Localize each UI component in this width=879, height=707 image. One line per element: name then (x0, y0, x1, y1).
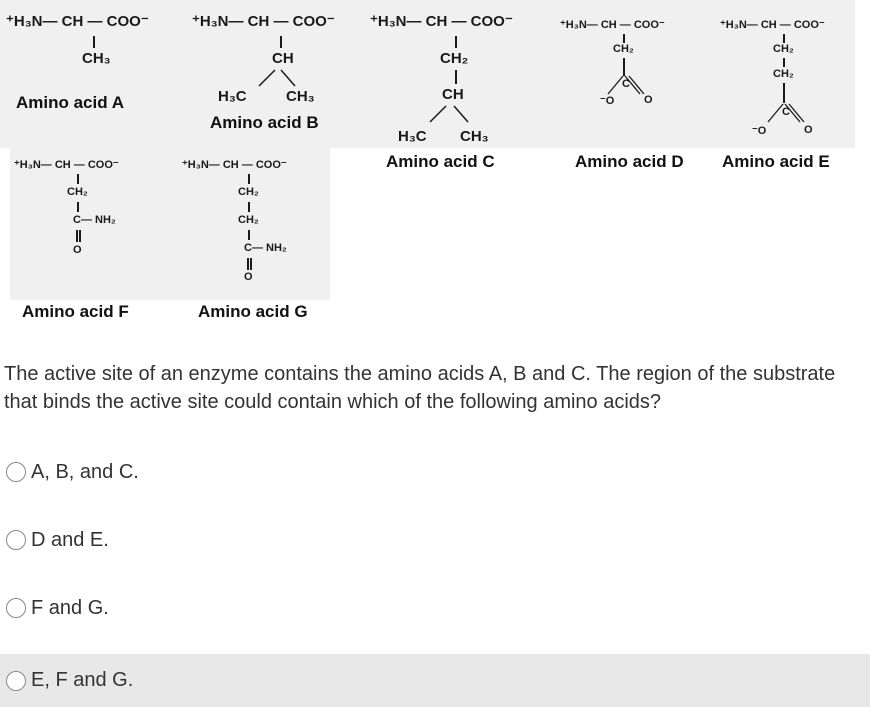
amino-acid-b-side-ch3: CH₃ (286, 88, 315, 105)
amino-acid-b-label: Amino acid B (210, 113, 319, 132)
option-label: F and G. (31, 596, 109, 619)
amino-acid-a-label: Amino acid A (16, 93, 124, 112)
amino-acid-f-amide-c: C— NH₂ (73, 214, 116, 226)
amino-acid-e-label: Amino acid E (722, 152, 830, 171)
amino-acid-e-o-minus: ⁻O (752, 125, 767, 137)
option-d-e[interactable] (0, 519, 870, 561)
amino-acid-c-side-ch: CH (442, 86, 464, 103)
amino-acid-c-side-ch2: CH₂ (440, 50, 469, 67)
option-a-b-c[interactable] (0, 451, 870, 493)
amino-acid-g-side-ch2-1: CH₂ (238, 186, 259, 198)
amino-acid-c-label: Amino acid C (386, 152, 495, 171)
amino-acid-f-label: Amino acid F (22, 302, 129, 321)
option-label: D and E. (31, 528, 109, 551)
option-label: A, B, and C. (31, 460, 139, 483)
amino-acid-g-backbone: ⁺H₃N— CH — COO⁻ (182, 159, 287, 171)
amino-acid-b-side-ch: CH (272, 50, 294, 67)
amino-acid-g-o: O (244, 271, 253, 283)
radio-icon[interactable] (6, 530, 26, 550)
radio-icon[interactable] (6, 598, 26, 618)
amino-acid-c-backbone: ⁺H₃N— CH — COO⁻ (370, 13, 513, 30)
amino-acid-e-backbone: ⁺H₃N— CH — COO⁻ (720, 19, 825, 31)
amino-acid-e-carboxyl-c: C (782, 106, 790, 118)
radio-icon[interactable] (6, 671, 26, 691)
amino-acid-d-carboxyl-c: C (622, 78, 630, 90)
amino-acid-d-label: Amino acid D (575, 152, 684, 171)
amino-acid-g-label: Amino acid G (198, 302, 308, 321)
amino-acid-d-o: O (644, 94, 653, 106)
amino-acid-b-backbone: ⁺H₃N— CH — COO⁻ (192, 13, 335, 30)
amino-acid-f-o: O (73, 244, 82, 256)
amino-acid-g-side-ch2-2: CH₂ (238, 214, 259, 226)
radio-icon[interactable] (6, 462, 26, 482)
amino-acid-f-backbone: ⁺H₃N— CH — COO⁻ (14, 159, 119, 171)
amino-acid-d-side-ch2: CH₂ (613, 43, 634, 55)
amino-acid-g-amide-c: C— NH₂ (244, 242, 287, 254)
amino-acid-a-side-ch3: CH₃ (82, 50, 111, 67)
amino-acid-f-side-ch2: CH₂ (67, 186, 88, 198)
amino-acid-d-o-minus: ⁻O (600, 95, 615, 107)
amino-acid-b-side-h3c: H₃C (218, 88, 247, 105)
amino-acid-e-side-ch2-2: CH₂ (773, 68, 794, 80)
option-f-g[interactable] (0, 587, 870, 629)
question-text: The active site of an enzyme contains the amino acids A, B and C. The region of the substrate that binds the active site could contain which of the following amino acids? (4, 363, 836, 413)
amino-acid-a-backbone: ⁺H₃N— CH — COO⁻ (6, 13, 149, 30)
amino-acid-e-side-ch2-1: CH₂ (773, 43, 794, 55)
amino-acid-c-side-h3c: H₃C (398, 128, 427, 145)
option-e-f-g[interactable] (0, 654, 870, 707)
amino-acid-c-side-ch3: CH₃ (460, 128, 489, 145)
amino-acid-d-backbone: ⁺H₃N— CH — COO⁻ (560, 19, 665, 31)
amino-acid-e-o: O (804, 124, 813, 136)
option-label: E, F and G. (31, 669, 134, 691)
